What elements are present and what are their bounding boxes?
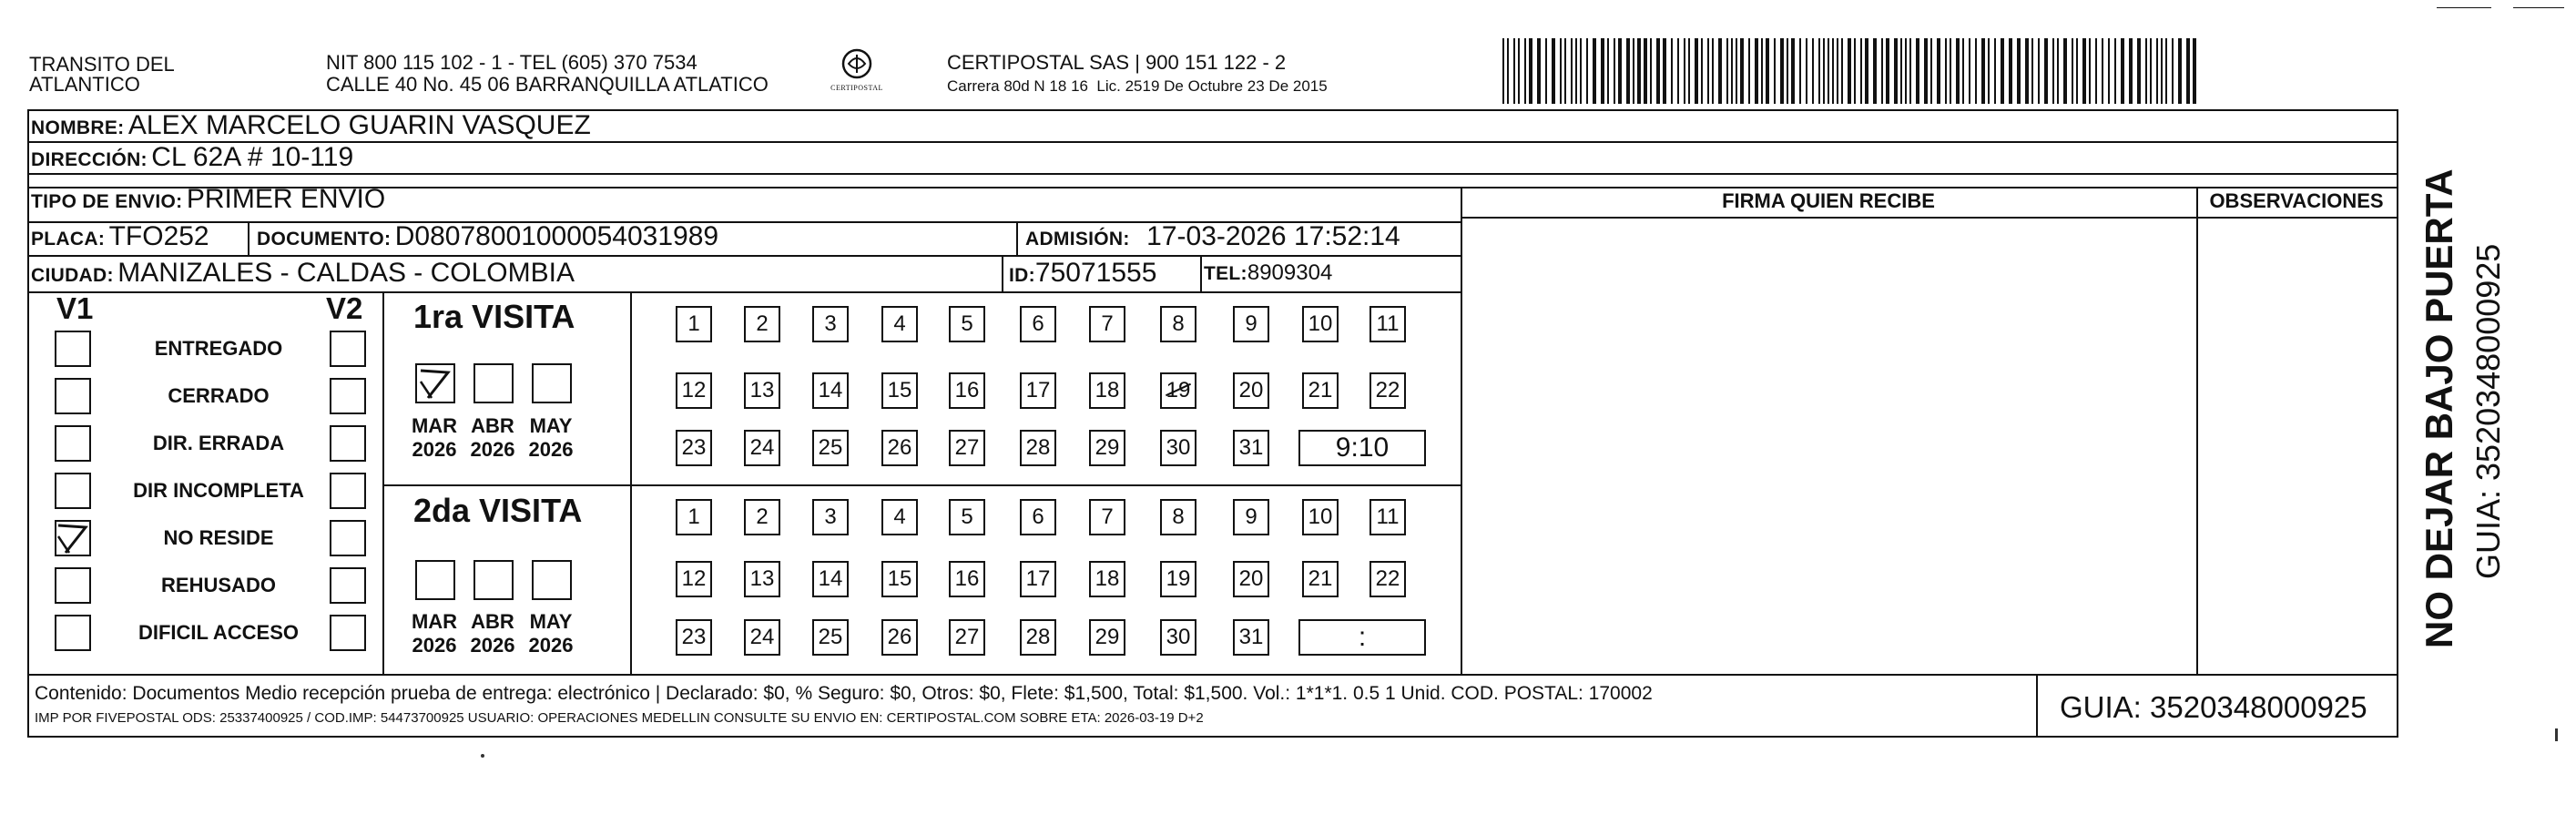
footer-divider bbox=[27, 674, 2398, 676]
day-box[interactable]: 30 bbox=[1160, 430, 1196, 466]
barcode-bar bbox=[1560, 38, 1562, 104]
barcode-bar bbox=[1748, 38, 1750, 104]
barcode-bar bbox=[1731, 38, 1733, 104]
barcode-bar bbox=[1873, 38, 1877, 104]
barcode-bar bbox=[1780, 38, 1784, 104]
day-box[interactable]: 9 bbox=[1233, 306, 1269, 342]
scan-mark bbox=[2513, 7, 2564, 8]
day-box[interactable]: 13 bbox=[744, 372, 780, 409]
barcode-bar bbox=[1886, 38, 1889, 104]
frame-left bbox=[27, 109, 29, 738]
barcode-icon bbox=[1501, 38, 2204, 104]
v1-checkbox[interactable] bbox=[55, 378, 91, 414]
barcode-bar bbox=[1828, 38, 1829, 104]
id-cell bbox=[1009, 258, 1156, 293]
barcode-bar bbox=[1950, 38, 1951, 104]
address-line: CALLE 40 No. 45 06 BARRANQUILLA ATLATICO bbox=[326, 73, 769, 96]
month-label: MAY bbox=[529, 414, 573, 437]
day-box[interactable]: 19 bbox=[1160, 561, 1196, 597]
year-label: 2026 bbox=[528, 438, 574, 461]
day-box[interactable]: 27 bbox=[949, 619, 985, 656]
barcode-bar bbox=[2082, 38, 2086, 104]
day-box[interactable]: 2 bbox=[744, 499, 780, 535]
v2-checkbox[interactable] bbox=[330, 425, 366, 462]
day-box[interactable]: 16 bbox=[949, 372, 985, 409]
month-label: MAR bbox=[411, 610, 458, 633]
day-box[interactable]: 14 bbox=[812, 561, 849, 597]
barcode-bar bbox=[1564, 38, 1566, 104]
status-label: REHUSADO bbox=[161, 574, 276, 596]
day-box[interactable]: 6 bbox=[1020, 306, 1056, 342]
tipo-envio-label: TIPO DE ENVIO: bbox=[31, 191, 183, 212]
month-checkbox[interactable] bbox=[473, 363, 514, 403]
day-box[interactable]: 27 bbox=[949, 430, 985, 466]
scan-mark bbox=[2437, 7, 2491, 8]
visit-panel-border bbox=[630, 291, 632, 674]
month-label: MAR bbox=[411, 414, 458, 437]
barcode-bar bbox=[1823, 38, 1825, 104]
barcode-bar bbox=[1688, 38, 1690, 104]
barcode-bar bbox=[1529, 38, 1532, 104]
documento-label: DOCUMENTO: bbox=[257, 229, 392, 250]
day-box[interactable]: 1 bbox=[676, 306, 712, 342]
barcode-bar bbox=[1894, 38, 1898, 104]
barcode-bar bbox=[1962, 38, 1964, 104]
cell-divider bbox=[1200, 255, 1202, 291]
firma-header: FIRMA QUIEN RECIBE bbox=[1722, 189, 1935, 212]
stray-mark bbox=[2555, 728, 2558, 741]
org-name-line1: TRANSITO DEL bbox=[29, 53, 175, 76]
signature-area[interactable] bbox=[1462, 219, 2194, 672]
barcode-bar bbox=[2150, 38, 2152, 104]
guia-box: GUIA: 3520348000925 bbox=[2060, 690, 2367, 724]
org-name-line2: ATLANTICO bbox=[29, 73, 140, 96]
barcode-bar bbox=[2186, 38, 2190, 104]
status-label: DIR. ERRADA bbox=[152, 432, 285, 454]
tel-cell bbox=[1204, 258, 1332, 291]
barcode-bar bbox=[2121, 38, 2124, 104]
barcode-bar bbox=[2017, 38, 2021, 104]
barcode-bar bbox=[1507, 38, 1509, 104]
day-box[interactable]: 20 bbox=[1233, 561, 1269, 597]
day-box[interactable]: 7 bbox=[1089, 499, 1125, 535]
day-box[interactable]: 28 bbox=[1020, 430, 1056, 466]
barcode-bar bbox=[1718, 38, 1722, 104]
day-box[interactable]: 10 bbox=[1302, 306, 1339, 342]
year-label: 2026 bbox=[470, 634, 515, 657]
observaciones-header: OBSERVACIONES bbox=[2209, 189, 2384, 212]
ciudad-label: CIUDAD: bbox=[31, 265, 114, 286]
barcode-bar bbox=[2145, 38, 2147, 104]
day-box[interactable]: 11 bbox=[1369, 306, 1406, 342]
barcode-bar bbox=[2114, 38, 2116, 104]
barcode-bar bbox=[1580, 38, 1582, 104]
barcode-bar bbox=[2129, 38, 2133, 104]
tel-label: TEL: bbox=[1204, 263, 1247, 284]
status-label: CERRADO bbox=[168, 384, 270, 407]
barcode-bar bbox=[1524, 38, 1526, 104]
checkmark-icon bbox=[55, 520, 91, 561]
barcode-bar bbox=[1787, 38, 1788, 104]
barcode-bar bbox=[2172, 38, 2174, 104]
barcode-bar bbox=[2076, 38, 2078, 104]
day-box[interactable]: 21 bbox=[1302, 561, 1339, 597]
barcode-bar bbox=[1677, 38, 1679, 104]
barcode-bar bbox=[1774, 38, 1776, 104]
v2-header: V2 bbox=[326, 291, 363, 325]
certipostal-logo-icon bbox=[830, 46, 883, 100]
v2-checkbox[interactable] bbox=[330, 378, 366, 414]
day-box[interactable]: 18 bbox=[1089, 372, 1125, 409]
cell-divider bbox=[1016, 221, 1018, 255]
cell-divider bbox=[1002, 255, 1003, 291]
v2-checkbox[interactable] bbox=[330, 567, 366, 604]
barcode-bar bbox=[1924, 38, 1928, 104]
day-box[interactable]: 26 bbox=[881, 619, 918, 656]
admision-label: ADMISIÓN: bbox=[1025, 229, 1130, 250]
barcode-bar bbox=[2038, 38, 2040, 104]
visit1-title: 1ra VISITA bbox=[413, 298, 575, 335]
v1-checkbox[interactable] bbox=[55, 615, 91, 651]
barcode-bar bbox=[1586, 38, 1588, 104]
month-label: ABR bbox=[471, 610, 514, 633]
documento-value: D08078001000054031989 bbox=[394, 221, 719, 251]
carrier-line: CERTIPOSTAL SAS | 900 151 122 - 2 bbox=[947, 51, 1287, 74]
month-checkbox[interactable] bbox=[415, 560, 455, 600]
day-box[interactable]: 30 bbox=[1160, 619, 1196, 656]
barcode-bar bbox=[1981, 38, 1985, 104]
day-box[interactable]: 23 bbox=[676, 619, 712, 656]
barcode-bar bbox=[1766, 38, 1769, 104]
day-box[interactable]: 11 bbox=[1369, 499, 1406, 535]
ciudad-value: MANIZALES - CALDAS - COLOMBIA bbox=[117, 258, 575, 288]
barcode-bar bbox=[1593, 38, 1596, 104]
barcode-bar bbox=[1614, 38, 1615, 104]
nombre-row bbox=[31, 110, 591, 146]
day-box[interactable]: 25 bbox=[812, 430, 849, 466]
barcode-bar bbox=[2165, 38, 2167, 104]
day-box[interactable]: 24 bbox=[744, 619, 780, 656]
barcode-bar bbox=[1865, 38, 1868, 104]
barcode-bar bbox=[1930, 38, 1932, 104]
month-checkbox[interactable] bbox=[473, 560, 514, 600]
barcode-bar bbox=[1637, 38, 1641, 104]
barcode-bar bbox=[1618, 38, 1622, 104]
barcode-bar bbox=[1881, 38, 1883, 104]
barcode-bar bbox=[1761, 38, 1763, 104]
barcode-bar bbox=[1726, 38, 1728, 104]
day-box[interactable]: 21 bbox=[1302, 372, 1339, 409]
barcode-bar bbox=[2009, 38, 2012, 104]
barcode-bar bbox=[2052, 38, 2054, 104]
barcode-bar bbox=[2108, 38, 2110, 104]
barcode-bar bbox=[1905, 38, 1907, 104]
barcode-bar bbox=[1799, 38, 1801, 104]
barcode-bar bbox=[1818, 38, 1820, 104]
documento-cell bbox=[257, 221, 718, 257]
direccion-label: DIRECCIÓN: bbox=[31, 149, 148, 170]
month-label: MAY bbox=[529, 610, 573, 633]
day-box[interactable]: 17 bbox=[1020, 561, 1056, 597]
barcode-bar bbox=[1994, 38, 1996, 104]
barcode-bar bbox=[2156, 38, 2158, 104]
barcode-bar bbox=[2161, 38, 2163, 104]
barcode-bar bbox=[1945, 38, 1947, 104]
barcode-bar bbox=[1712, 38, 1714, 104]
barcode-bar bbox=[1671, 38, 1673, 104]
direccion-value: CL 62A # 10-119 bbox=[151, 142, 354, 172]
day-box[interactable]: 25 bbox=[812, 619, 849, 656]
barcode-bar bbox=[1837, 38, 1838, 104]
day-box[interactable]: 10 bbox=[1302, 499, 1339, 535]
id-label: ID: bbox=[1009, 265, 1035, 286]
v1-checkbox[interactable] bbox=[55, 473, 91, 509]
day-box[interactable]: 22 bbox=[1369, 372, 1406, 409]
placa-label: PLACA: bbox=[31, 229, 106, 250]
barcode-bar bbox=[1937, 38, 1940, 104]
day-box[interactable]: 6 bbox=[1020, 499, 1056, 535]
ciudad-cell bbox=[31, 258, 575, 293]
barcode-bar bbox=[2137, 38, 2141, 104]
day-box[interactable]: 7 bbox=[1089, 306, 1125, 342]
barcode-bar bbox=[2089, 38, 2091, 104]
direccion-row bbox=[31, 142, 353, 178]
day-box[interactable]: 9 bbox=[1233, 499, 1269, 535]
v1-checkbox[interactable] bbox=[55, 567, 91, 604]
day-box[interactable]: 12 bbox=[676, 561, 712, 597]
day-box[interactable]: 22 bbox=[1369, 561, 1406, 597]
barcode-bar bbox=[2193, 38, 2196, 104]
nombre-value: ALEX MARCELO GUARIN VASQUEZ bbox=[127, 110, 591, 140]
admision-value: 17-03-2026 17:52:14 bbox=[1146, 221, 1400, 251]
barcode-bar bbox=[1988, 38, 1990, 104]
barcode-bar bbox=[1656, 38, 1660, 104]
day-box[interactable]: 23 bbox=[676, 430, 712, 466]
barcode-bar bbox=[1707, 38, 1709, 104]
visit1-time[interactable]: 9:10 bbox=[1298, 430, 1426, 466]
barcode-bar bbox=[1607, 38, 1609, 104]
barcode-bar bbox=[2001, 38, 2004, 104]
day-box[interactable]: 2 bbox=[744, 306, 780, 342]
logo-caption: CERTIPOSTAL bbox=[830, 84, 883, 92]
barcode-bar bbox=[1956, 38, 1960, 104]
status-label: ENTREGADO bbox=[154, 337, 283, 360]
barcode-bar bbox=[1969, 38, 1970, 104]
day-box[interactable]: 1 bbox=[676, 499, 712, 535]
nombre-label: NOMBRE: bbox=[31, 117, 125, 138]
day-box[interactable]: 15 bbox=[881, 372, 918, 409]
barcode-bar bbox=[1663, 38, 1666, 104]
barcode-bar bbox=[1575, 38, 1577, 104]
day-box[interactable]: 29 bbox=[1089, 619, 1125, 656]
barcode-bar bbox=[1601, 38, 1604, 104]
barcode-bar bbox=[1502, 38, 1504, 104]
day-box[interactable]: 5 bbox=[949, 306, 985, 342]
day-box[interactable]: 3 bbox=[812, 306, 849, 342]
status-panel-border bbox=[382, 291, 384, 674]
observaciones-area[interactable] bbox=[2198, 219, 2395, 672]
nit-line: NIT 800 115 102 - 1 - TEL (605) 370 7534 bbox=[326, 51, 697, 74]
placa-value: TFO252 bbox=[108, 221, 209, 251]
barcode-bar bbox=[2102, 38, 2103, 104]
frame-right bbox=[2397, 109, 2398, 738]
barcode-bar bbox=[1650, 38, 1652, 104]
v1-checkbox[interactable] bbox=[55, 520, 91, 556]
barcode-bar bbox=[1854, 38, 1856, 104]
barcode-bar bbox=[2025, 38, 2029, 104]
barcode-bar bbox=[1552, 38, 1555, 104]
day-box[interactable]: 26 bbox=[881, 430, 918, 466]
year-label: 2026 bbox=[412, 634, 457, 657]
day-box[interactable]: 5 bbox=[949, 499, 985, 535]
year-label: 2026 bbox=[528, 634, 574, 657]
day-box[interactable]: 3 bbox=[812, 499, 849, 535]
day-box[interactable]: 8 bbox=[1160, 499, 1196, 535]
id-value: 75071555 bbox=[1034, 258, 1157, 288]
barcode-bar bbox=[2031, 38, 2033, 104]
barcode-bar bbox=[1695, 38, 1698, 104]
admision-cell bbox=[1025, 221, 1400, 257]
barcode-bar bbox=[1848, 38, 1851, 104]
barcode-bar bbox=[1545, 38, 1547, 104]
barcode-bar bbox=[2063, 38, 2067, 104]
barcode-bar bbox=[1806, 38, 1807, 104]
imp-line: IMP POR FIVEPOSTAL ODS: 25337400925 / COD.IMP: 54473700925 USUARIO: OPERACIONES MEDELLIN CONSULTE SU ENVIO EN: CERTIPOSTAL.COM SOBRE ETA: 2026-03-19 D+2 bbox=[35, 710, 1204, 726]
barcode-bar bbox=[1518, 38, 1520, 104]
cell-divider bbox=[248, 221, 249, 255]
barcode-bar bbox=[1740, 38, 1744, 104]
day-box[interactable]: 14 bbox=[812, 372, 849, 409]
visit-divider bbox=[382, 484, 1461, 486]
v2-checkbox[interactable] bbox=[330, 331, 366, 367]
barcode-bar bbox=[1860, 38, 1862, 104]
stray-dot bbox=[481, 754, 484, 758]
barcode-bar bbox=[1684, 38, 1685, 104]
day-box[interactable]: 29 bbox=[1089, 430, 1125, 466]
barcode-bar bbox=[1841, 38, 1843, 104]
no-dejar-bajo-puerta: NO DEJAR BAJO PUERTA bbox=[2418, 168, 2460, 648]
tel-value: 8909304 bbox=[1247, 260, 1333, 285]
barcode-bar bbox=[1701, 38, 1703, 104]
day-box[interactable]: 12 bbox=[676, 372, 712, 409]
barcode-bar bbox=[1832, 38, 1834, 104]
day-box[interactable]: 16 bbox=[949, 561, 985, 597]
barcode-bar bbox=[1537, 38, 1541, 104]
guia-box-border bbox=[2036, 674, 2038, 736]
v2-checkbox[interactable] bbox=[330, 473, 366, 509]
barcode-bar bbox=[1736, 38, 1737, 104]
barcode-bar bbox=[1909, 38, 1911, 104]
barcode-bar bbox=[1791, 38, 1795, 104]
visit2-time[interactable]: : bbox=[1298, 619, 1426, 656]
day-box[interactable]: 18 bbox=[1089, 561, 1125, 597]
barcode-bar bbox=[1812, 38, 1814, 104]
visit2-title: 2da VISITA bbox=[413, 492, 583, 529]
status-label: DIFICIL ACCESO bbox=[137, 621, 299, 644]
day-box[interactable]: 24 bbox=[744, 430, 780, 466]
day-box[interactable]: 4 bbox=[881, 499, 918, 535]
v1-checkbox[interactable] bbox=[55, 425, 91, 462]
v1-header: V1 bbox=[56, 291, 94, 325]
v1-checkbox[interactable] bbox=[55, 331, 91, 367]
barcode-bar bbox=[1571, 38, 1573, 104]
tipo-envio-value: PRIMER ENVIO bbox=[186, 184, 386, 214]
v2-checkbox[interactable] bbox=[330, 520, 366, 556]
month-label: ABR bbox=[471, 414, 514, 437]
day-box[interactable]: 20 bbox=[1233, 372, 1269, 409]
side-guia-number: GUIA: 3520348000925 bbox=[2469, 243, 2507, 579]
day-box[interactable]: 13 bbox=[744, 561, 780, 597]
day-box[interactable]: 8 bbox=[1160, 306, 1196, 342]
day-box[interactable]: 31 bbox=[1233, 430, 1269, 466]
year-label: 2026 bbox=[412, 438, 457, 461]
day-box[interactable]: 15 bbox=[881, 561, 918, 597]
barcode-bar bbox=[1755, 38, 1758, 104]
barcode-bar bbox=[1916, 38, 1919, 104]
checkmark-icon bbox=[417, 365, 453, 406]
month-checkbox[interactable] bbox=[532, 560, 572, 600]
status-label: DIR INCOMPLETA bbox=[133, 479, 304, 502]
license-line: Carrera 80d N 18 16 Lic. 2519 De Octubre 23 De 2015 bbox=[947, 77, 1328, 95]
strike-mark bbox=[1166, 383, 1191, 396]
month-checkbox[interactable] bbox=[415, 363, 455, 403]
barcode-bar bbox=[1975, 38, 1977, 104]
day-box[interactable]: 4 bbox=[881, 306, 918, 342]
frame-bottom bbox=[27, 736, 2398, 738]
barcode-bar bbox=[1513, 38, 1515, 104]
contenido-line: Contenido: Documentos Medio recepción prueba de entrega: electrónico | Declarado: $0, % Seguro: $0, Otros: $0, Flete: $1,500, Total: $1,500. Vol.: 1*1*1. 0.5 1 Unid. COD. POSTAL: 170002 bbox=[35, 683, 1653, 704]
row-divider bbox=[27, 173, 2398, 175]
barcode-bar bbox=[1900, 38, 1902, 104]
day-box[interactable]: 31 bbox=[1233, 619, 1269, 656]
placa-cell bbox=[31, 221, 209, 257]
month-checkbox[interactable] bbox=[532, 363, 572, 403]
barcode-bar bbox=[2072, 38, 2073, 104]
barcode-bar bbox=[2044, 38, 2048, 104]
tipo-envio-row bbox=[31, 184, 385, 219]
year-label: 2026 bbox=[470, 438, 515, 461]
day-box[interactable]: 19 bbox=[1160, 372, 1196, 409]
barcode-bar bbox=[1633, 38, 1634, 104]
barcode-bar bbox=[1644, 38, 1647, 104]
day-box[interactable]: 28 bbox=[1020, 619, 1056, 656]
barcode-bar bbox=[1626, 38, 1630, 104]
day-box[interactable]: 17 bbox=[1020, 372, 1056, 409]
barcode-bar bbox=[2057, 38, 2059, 104]
v2-checkbox[interactable] bbox=[330, 615, 366, 651]
status-label: NO RESIDE bbox=[163, 526, 274, 549]
barcode-bar bbox=[2095, 38, 2097, 104]
barcode-bar bbox=[2178, 38, 2182, 104]
